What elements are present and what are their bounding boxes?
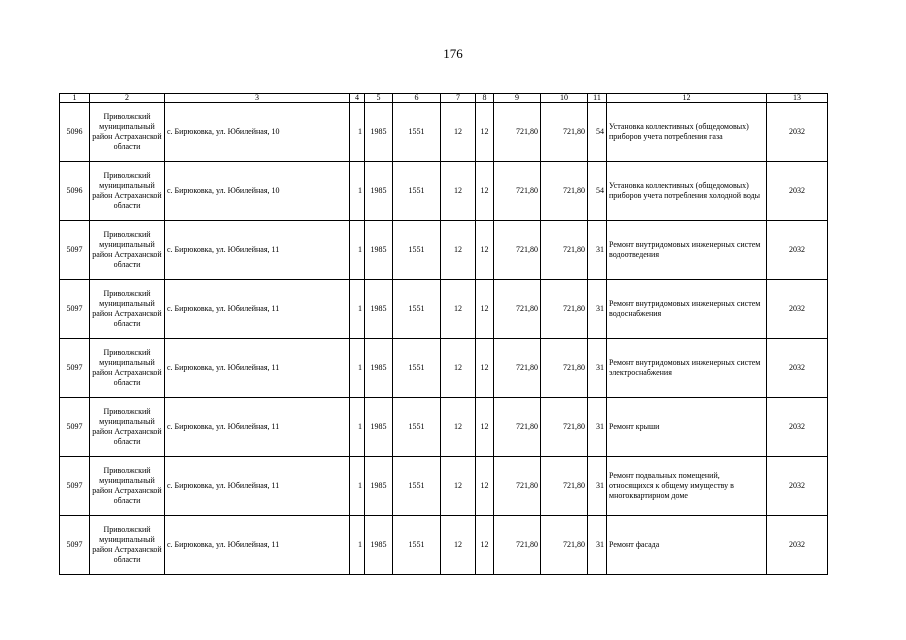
record-number-cell: 5096 xyxy=(60,162,90,221)
column-10-value-cell: 721,80 xyxy=(541,457,588,516)
column-10-value-cell: 721,80 xyxy=(541,280,588,339)
address-cell: с. Бирюковка, ул. Юбилейная, 11 xyxy=(165,516,350,575)
municipality-cell: Приволжский муниципальный район Астраханской области xyxy=(90,103,165,162)
column-6-value-cell: 1551 xyxy=(393,339,441,398)
column-8-value-cell: 12 xyxy=(476,221,494,280)
work-type-cell: Ремонт внутридомовых инженерных систем водоснабжения xyxy=(607,280,767,339)
work-type-cell: Установка коллективных (общедомовых) приборов учета потребления газа xyxy=(607,103,767,162)
work-type-cell: Ремонт внутридомовых инженерных систем электроснабжения xyxy=(607,339,767,398)
planned-year-cell: 2032 xyxy=(767,457,828,516)
column-11-value-cell: 54 xyxy=(588,103,607,162)
column-7-value-cell: 12 xyxy=(441,221,476,280)
column-8-value-cell: 12 xyxy=(476,516,494,575)
column-10-value-cell: 721,80 xyxy=(541,103,588,162)
column-8-value-cell: 12 xyxy=(476,398,494,457)
municipality-cell: Приволжский муниципальный район Астраханской области xyxy=(90,280,165,339)
column-8-value-cell: 12 xyxy=(476,457,494,516)
column-10-value-cell: 721,80 xyxy=(541,398,588,457)
column-number-cell: 3 xyxy=(165,94,350,103)
column-6-value-cell: 1551 xyxy=(393,221,441,280)
year-built-cell: 1985 xyxy=(365,516,393,575)
column-6-value-cell: 1551 xyxy=(393,398,441,457)
column-4-value-cell: 1 xyxy=(350,398,365,457)
column-9-value-cell: 721,80 xyxy=(494,280,541,339)
work-type-cell: Ремонт подвальных помещений, относящихся к общему имуществу в многоквартирном доме xyxy=(607,457,767,516)
work-type-cell: Установка коллективных (общедомовых) приборов учета потребления холодной воды xyxy=(607,162,767,221)
table-row xyxy=(60,162,828,221)
address-cell: с. Бирюковка, ул. Юбилейная, 11 xyxy=(165,280,350,339)
column-number-cell: 10 xyxy=(541,94,588,103)
column-9-value-cell: 721,80 xyxy=(494,103,541,162)
column-11-value-cell: 31 xyxy=(588,339,607,398)
column-9-value-cell: 721,80 xyxy=(494,339,541,398)
column-number-cell: 4 xyxy=(350,94,365,103)
column-6-value-cell: 1551 xyxy=(393,457,441,516)
record-number-cell: 5097 xyxy=(60,398,90,457)
planned-year-cell: 2032 xyxy=(767,280,828,339)
column-4-value-cell: 1 xyxy=(350,457,365,516)
column-4-value-cell: 1 xyxy=(350,516,365,575)
year-built-cell: 1985 xyxy=(365,339,393,398)
page-number: 176 xyxy=(443,46,463,61)
municipality-cell: Приволжский муниципальный район Астраханской области xyxy=(90,221,165,280)
column-11-value-cell: 31 xyxy=(588,280,607,339)
column-11-value-cell: 31 xyxy=(588,516,607,575)
year-built-cell: 1985 xyxy=(365,280,393,339)
record-number-cell: 5096 xyxy=(60,103,90,162)
column-number-cell: 9 xyxy=(494,94,541,103)
column-9-value-cell: 721,80 xyxy=(494,398,541,457)
record-number-cell: 5097 xyxy=(60,457,90,516)
column-7-value-cell: 12 xyxy=(441,398,476,457)
planned-year-cell: 2032 xyxy=(767,221,828,280)
column-6-value-cell: 1551 xyxy=(393,103,441,162)
address-cell: с. Бирюковка, ул. Юбилейная, 11 xyxy=(165,457,350,516)
year-built-cell: 1985 xyxy=(365,162,393,221)
column-9-value-cell: 721,80 xyxy=(494,457,541,516)
column-7-value-cell: 12 xyxy=(441,516,476,575)
column-7-value-cell: 12 xyxy=(441,280,476,339)
column-number-header-row xyxy=(60,94,828,103)
address-cell: с. Бирюковка, ул. Юбилейная, 10 xyxy=(165,103,350,162)
column-8-value-cell: 12 xyxy=(476,339,494,398)
column-11-value-cell: 31 xyxy=(588,457,607,516)
table-row xyxy=(60,457,828,516)
column-11-value-cell: 31 xyxy=(588,221,607,280)
year-built-cell: 1985 xyxy=(365,457,393,516)
address-cell: с. Бирюковка, ул. Юбилейная, 11 xyxy=(165,339,350,398)
work-type-cell: Ремонт фасада xyxy=(607,516,767,575)
table-row xyxy=(60,103,828,162)
table-row xyxy=(60,398,828,457)
column-10-value-cell: 721,80 xyxy=(541,221,588,280)
column-7-value-cell: 12 xyxy=(441,339,476,398)
column-6-value-cell: 1551 xyxy=(393,162,441,221)
column-10-value-cell: 721,80 xyxy=(541,162,588,221)
column-6-value-cell: 1551 xyxy=(393,280,441,339)
column-11-value-cell: 54 xyxy=(588,162,607,221)
column-number-cell: 12 xyxy=(607,94,767,103)
table-row xyxy=(60,280,828,339)
document-table xyxy=(59,93,828,575)
column-8-value-cell: 12 xyxy=(476,162,494,221)
address-cell: с. Бирюковка, ул. Юбилейная, 11 xyxy=(165,221,350,280)
column-number-cell: 11 xyxy=(588,94,607,103)
column-number-cell: 5 xyxy=(365,94,393,103)
column-4-value-cell: 1 xyxy=(350,162,365,221)
work-type-cell: Ремонт внутридомовых инженерных систем водоотведения xyxy=(607,221,767,280)
address-cell: с. Бирюковка, ул. Юбилейная, 11 xyxy=(165,398,350,457)
year-built-cell: 1985 xyxy=(365,221,393,280)
planned-year-cell: 2032 xyxy=(767,103,828,162)
record-number-cell: 5097 xyxy=(60,221,90,280)
column-7-value-cell: 12 xyxy=(441,103,476,162)
record-number-cell: 5097 xyxy=(60,339,90,398)
column-number-cell: 13 xyxy=(767,94,828,103)
record-number-cell: 5097 xyxy=(60,516,90,575)
year-built-cell: 1985 xyxy=(365,103,393,162)
municipality-cell: Приволжский муниципальный район Астраханской области xyxy=(90,516,165,575)
column-8-value-cell: 12 xyxy=(476,103,494,162)
column-4-value-cell: 1 xyxy=(350,280,365,339)
column-number-cell: 1 xyxy=(60,94,90,103)
column-6-value-cell: 1551 xyxy=(393,516,441,575)
planned-year-cell: 2032 xyxy=(767,398,828,457)
record-number-cell: 5097 xyxy=(60,280,90,339)
column-10-value-cell: 721,80 xyxy=(541,516,588,575)
column-7-value-cell: 12 xyxy=(441,457,476,516)
column-7-value-cell: 12 xyxy=(441,162,476,221)
column-number-cell: 2 xyxy=(90,94,165,103)
column-4-value-cell: 1 xyxy=(350,103,365,162)
work-type-cell: Ремонт крыши xyxy=(607,398,767,457)
column-number-cell: 8 xyxy=(476,94,494,103)
column-8-value-cell: 12 xyxy=(476,280,494,339)
table-row xyxy=(60,221,828,280)
planned-year-cell: 2032 xyxy=(767,339,828,398)
column-number-cell: 6 xyxy=(393,94,441,103)
municipality-cell: Приволжский муниципальный район Астраханской области xyxy=(90,162,165,221)
municipality-cell: Приволжский муниципальный район Астраханской области xyxy=(90,457,165,516)
municipality-cell: Приволжский муниципальный район Астраханской области xyxy=(90,398,165,457)
column-9-value-cell: 721,80 xyxy=(494,221,541,280)
address-cell: с. Бирюковка, ул. Юбилейная, 10 xyxy=(165,162,350,221)
table-row xyxy=(60,516,828,575)
planned-year-cell: 2032 xyxy=(767,162,828,221)
column-11-value-cell: 31 xyxy=(588,398,607,457)
year-built-cell: 1985 xyxy=(365,398,393,457)
column-10-value-cell: 721,80 xyxy=(541,339,588,398)
planned-year-cell: 2032 xyxy=(767,516,828,575)
column-number-cell: 7 xyxy=(441,94,476,103)
table-row xyxy=(60,339,828,398)
municipality-cell: Приволжский муниципальный район Астраханской области xyxy=(90,339,165,398)
column-9-value-cell: 721,80 xyxy=(494,516,541,575)
column-4-value-cell: 1 xyxy=(350,221,365,280)
column-4-value-cell: 1 xyxy=(350,339,365,398)
column-9-value-cell: 721,80 xyxy=(494,162,541,221)
